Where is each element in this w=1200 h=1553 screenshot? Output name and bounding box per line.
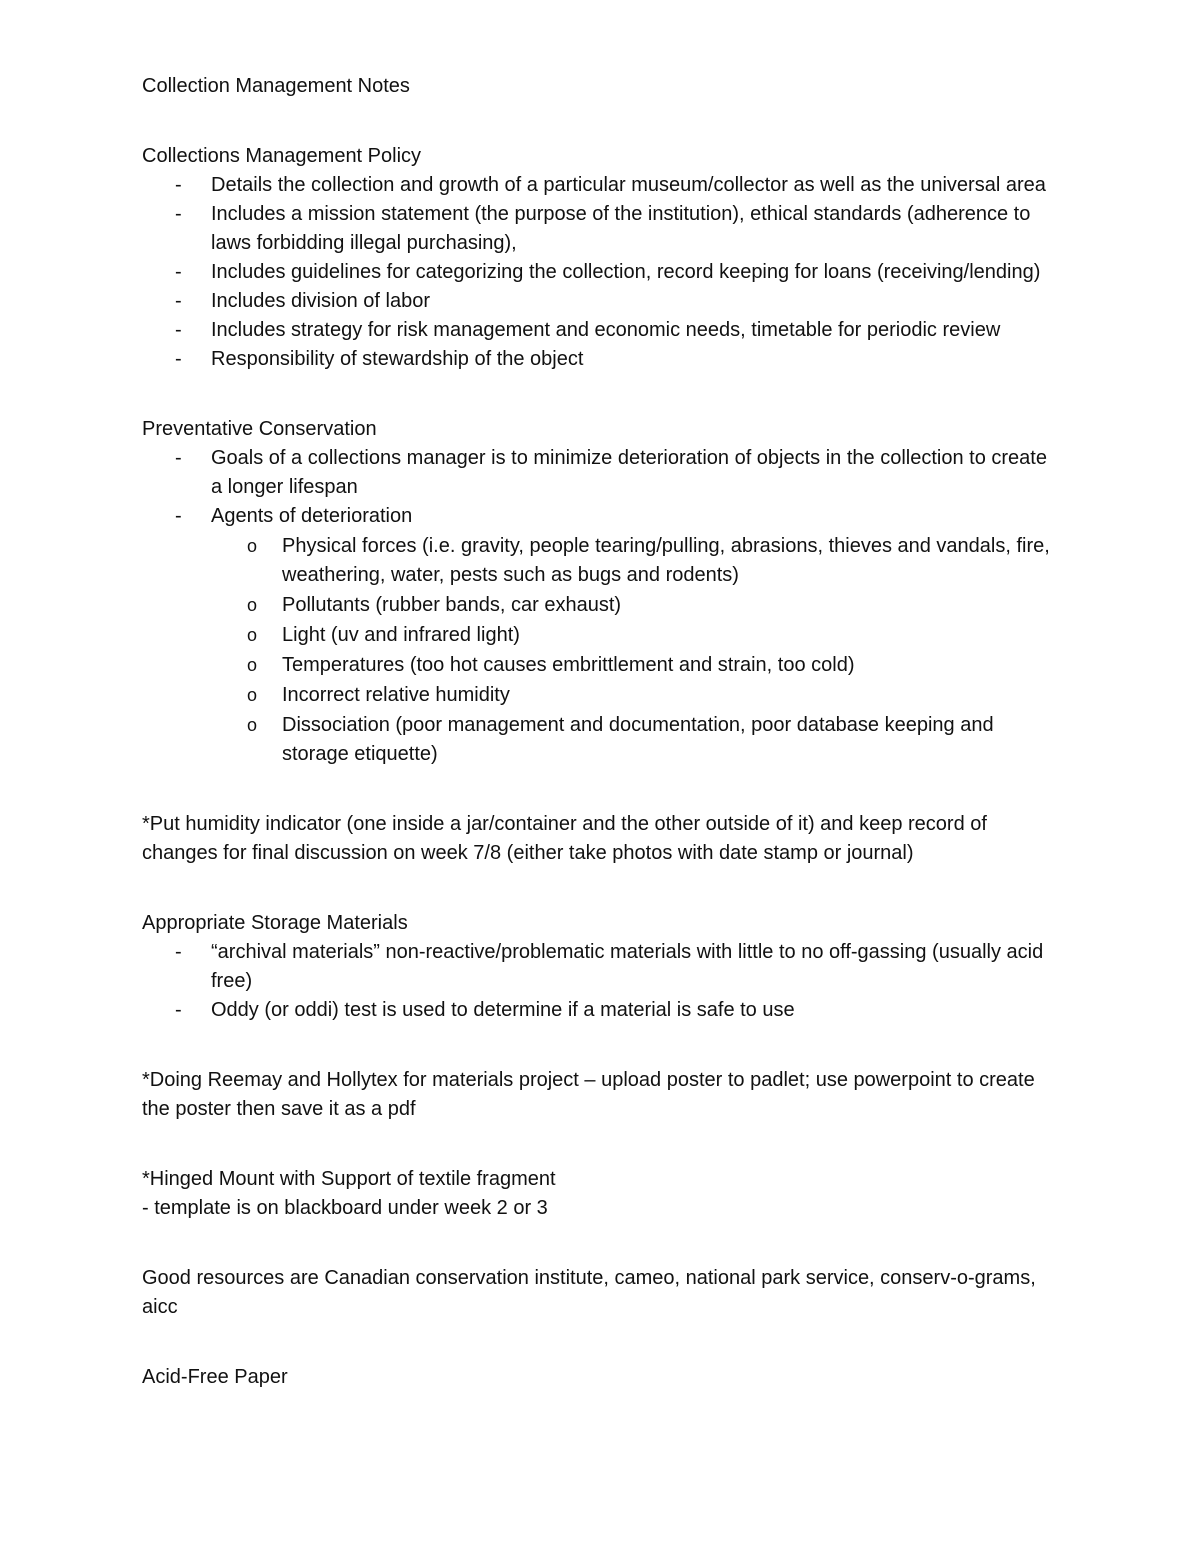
note-reemay (142, 1066, 1062, 1124)
dash-marker: - (175, 261, 182, 283)
circle-marker: o (247, 655, 258, 675)
sub-list-item (211, 711, 1062, 769)
list-item-text: Agents of deterioration (211, 505, 413, 527)
bullet-list (142, 171, 1062, 374)
sub-list-item-text: Physical forces (i.e. gravity, people tearing/pulling, abrasions, thieves and vandals, fire, weathering, water, pests such as bugs and rodents) (282, 535, 1050, 586)
dash-marker: - (175, 174, 182, 196)
section-storage-materials (142, 909, 1062, 1025)
note-text: *Put humidity indicator (one inside a jar/container and the other outside of it) and keep record of changes for final discussion on week 7/8 (either take photos with date stamp or journal) (142, 813, 987, 864)
list-item-text: Details the collection and growth of a particular museum/collector as well as the universal area (211, 174, 1046, 196)
note-title: *Hinged Mount with Support of textile fragment (142, 1168, 556, 1190)
document-title: Collection Management Notes (142, 75, 410, 97)
note-hinged-mount (142, 1165, 1062, 1223)
list-item-text: Goals of a collections manager is to minimize deterioration of objects in the collection to create a longer lifespan (211, 447, 1047, 498)
list-item (142, 938, 1062, 996)
circle-marker: o (247, 536, 258, 556)
sub-list-item (211, 532, 1062, 590)
dash-marker: - (175, 290, 182, 312)
list-item (142, 316, 1062, 345)
bullet-list (142, 938, 1062, 1025)
list-item-text: Includes strategy for risk management and economic needs, timetable for periodic review (211, 319, 1001, 341)
list-item (142, 345, 1062, 374)
list-item (142, 287, 1062, 316)
list-item (142, 200, 1062, 258)
list-item-text: Includes guidelines for categorizing the collection, record keeping for loans (receiving/lending) (211, 261, 1041, 283)
sub-list-item (211, 681, 1062, 710)
note-resources (142, 1264, 1062, 1322)
list-item-text: Includes division of labor (211, 290, 431, 312)
list-item (142, 258, 1062, 287)
sub-list-item (211, 651, 1062, 680)
dash-marker: - (175, 999, 182, 1021)
list-item (142, 171, 1062, 200)
note-humidity (142, 810, 1062, 868)
circle-marker: o (247, 715, 258, 735)
sub-list-item-text: Dissociation (poor management and documentation, poor database keeping and storage etiquette) (282, 714, 994, 765)
list-item-text: Includes a mission statement (the purpose of the institution), ethical standards (adherence to laws forbidding illegal purchasing), (211, 203, 1031, 254)
list-item (142, 996, 1062, 1025)
dash-marker: - (175, 319, 182, 341)
note-detail: - template is on blackboard under week 2 or 3 (142, 1197, 548, 1219)
circle-marker: o (247, 625, 258, 645)
circle-marker: o (247, 685, 258, 705)
section-heading: Collections Management Policy (142, 145, 422, 167)
sub-list-item-text: Temperatures (too hot causes embrittlement and strain, too cold) (282, 654, 855, 676)
sub-list-item (211, 591, 1062, 620)
bullet-list (142, 444, 1062, 769)
list-item-text: Oddy (or oddi) test is used to determine if a material is safe to use (211, 999, 795, 1021)
note-text: Good resources are Canadian conservation institute, cameo, national park service, conserv-o-grams, aicc (142, 1267, 1036, 1318)
dash-marker: - (175, 348, 182, 370)
list-item-text: Responsibility of stewardship of the object (211, 348, 584, 370)
circle-marker: o (247, 595, 258, 615)
document-page (142, 72, 1062, 1392)
section-preventative-conservation (142, 415, 1062, 769)
sub-list-item (211, 621, 1062, 650)
dash-marker: - (175, 505, 182, 527)
section-heading: Appropriate Storage Materials (142, 912, 408, 934)
dash-marker: - (175, 941, 182, 963)
dash-marker: - (175, 203, 182, 225)
list-item (142, 444, 1062, 502)
sub-list-item-text: Pollutants (rubber bands, car exhaust) (282, 594, 622, 616)
note-text: *Doing Reemay and Hollytex for materials project – upload poster to padlet; use powerpoint to create the poster then save it as a pdf (142, 1069, 1035, 1120)
list-item (142, 502, 1062, 769)
sub-list-item-text: Incorrect relative humidity (282, 684, 510, 706)
section-collections-policy (142, 142, 1062, 374)
list-item-text: “archival materials” non-reactive/problematic materials with little to no off-gassing (usually acid free) (211, 941, 1044, 992)
sub-list-item-text: Light (uv and infrared light) (282, 624, 520, 646)
section-acid-free-paper (142, 1363, 1062, 1392)
dash-marker: - (175, 447, 182, 469)
sub-bullet-list (211, 532, 1062, 769)
section-heading: Acid-Free Paper (142, 1366, 288, 1388)
section-heading: Preventative Conservation (142, 418, 377, 440)
